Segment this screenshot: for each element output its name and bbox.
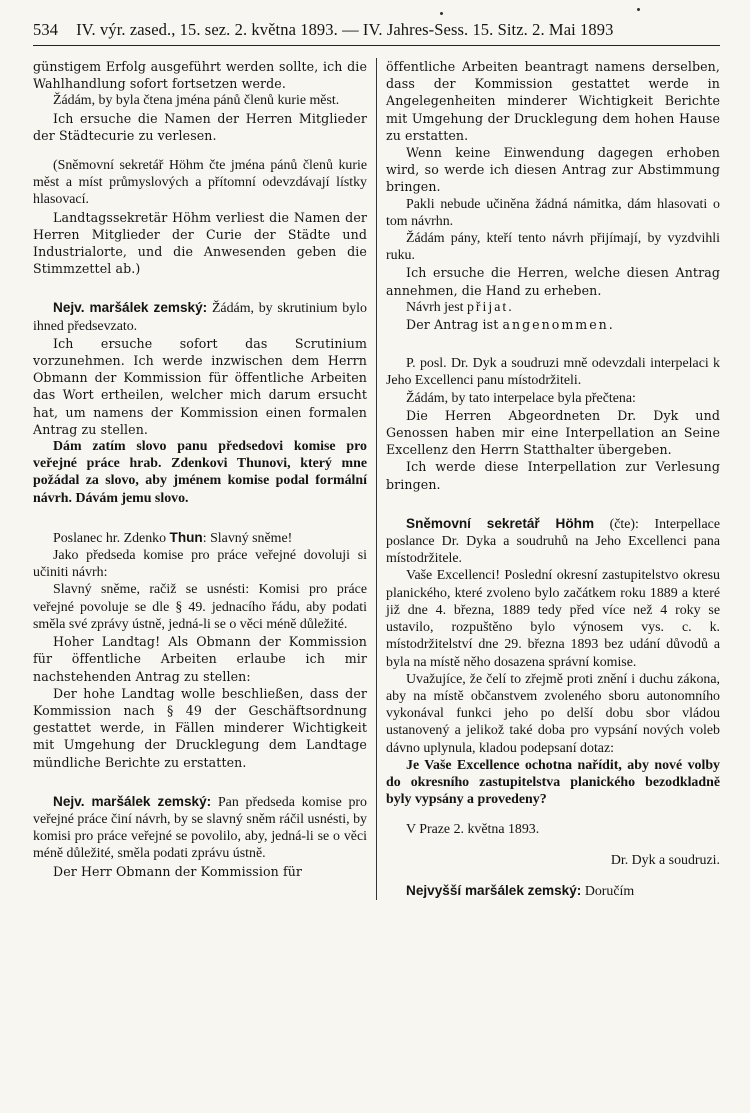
paragraph: öffentliche Arbeiten beantragt namens derselben, dass der Kommission gestattet werde in Angelegenheiten minderer Wichtigkeit Berichte mit Umgehung der Drucklegung dem hohen Hause zu erstatten. bbox=[386, 59, 720, 143]
paragraph: günstigem Erfolg ausgeführt werden sollte, ich die Wahlhandlung sofort fortsetzen werde. bbox=[33, 59, 367, 92]
speech-text: Slavný sněme! bbox=[210, 530, 293, 546]
paragraph: Uvažujíce, že čelí to zřejmě proti znění i duchu zákona, aby na místě občanstvem zvoleného sboru autonomního vykonával funkci jeho po delší dobu sbor vládou ustanovený a jelikož také doba pro vypsání nových voleb dávno uplynula, kladou podepsaní dotaz: bbox=[386, 671, 720, 756]
speech-text: Pan předseda komise pro veřejné práce činí návrh, by se slavný sněm ráčil usnésti, by komisi pro práce veřejné se povolilo, aby, jedná-li se o věci méně důležité, směla podati zprávu ústně. bbox=[33, 794, 367, 862]
speaker-name: Nejv. maršálek zemský: bbox=[53, 793, 212, 809]
signature-line: Dr. Dyk a soudruzi. bbox=[610, 852, 720, 868]
spaced-word: angenommen. bbox=[502, 317, 615, 333]
speech-text: (čte): bbox=[609, 516, 639, 532]
print-speck bbox=[440, 12, 443, 15]
speaker-name: Thun bbox=[169, 529, 203, 545]
paragraph: Jako předseda komise pro práce veřejné dovoluji si učiniti návrh: bbox=[33, 548, 367, 581]
paragraph: Pakli nebude učiněna žádná námitka, dám hlasovati o tom návrhn. bbox=[386, 196, 720, 229]
paragraph: Ich ersuche die Herren, welche diesen Antrag annehmen, die Hand zu erheben. bbox=[386, 265, 720, 298]
page-number: 534 bbox=[33, 20, 59, 39]
paragraph: Dám zatím slovo panu předsedovi komise pro veřejné práce hrab. Zdenkovi Thunovi, který mne požádal za slovo, aby jménem komise podal formální návrh. Dávám jemu slovo. bbox=[33, 439, 367, 506]
left-column: günstigem Erfolg ausgeführt werden sollte, ich die Wahlhandlung sofort fortsetzen werde. Žádám, by byla čtena jména pánů členů kurie měst. Ich ersuche die Namen der Herren Mitglieder der Städtecurie zu verlesen. (Sněmovní sekretář Höhm čte jména pánů členů kurie měst a míst průmyslových a přítomní odevzdávají lístky hlasovací. Landtagssekretär Höhm verliest die Namen der Herren Mitglieder der Curie der Städte und Industrialorte, und die Anwesenden geben die Stimmzettel ab.) Nejv. maršálek zemský: Žádám, by skrutinium bylo ihned předsevzato. Ich ersuche sofort das Scrutinium vorzunehmen. Ich werde inzwischen dem Herrn Obmann der Kommission für öffentliche Arbeiten das Wort ertheilen, welcher mich darum ersucht hat, um namens der Kommission einen formalen Antrag zu stellen. Dám zatím slovo panu předsedovi komise pro veřejné práce hrab. Zdenkovi Thunovi, který mne požádal za slovo, aby jménem komise podal formální návrh. Dávám jemu slovo. Poslanec hr. Zdenko Thun: Slavný sněme! Jako předseda komise pro práce veřejné dovoluji si učiniti návrh: Slavný sněme, račiž se usnésti: Komisi pro práce veřejné povoluje se dle § 49. jednacího řádu, aby podati směla své zprávy ústně, jedná-li se o věci méně důležité. Hoher Landtag! Als Obmann der Kommission für öffentliche Arbeiten erlaube ich mir nachstehenden Antrag zu stellen: Der hohe Landtag wolle beschließen, dass der Kommission nach § 49 der Geschäftsordnung gestattet werde, in Fällen minderer Wichtigkeit mit Umgehung der Drucklegung dem Landtage mündliche Berichte zu erstatten. Nejv. maršálek zemský: Pan předseda komise pro veřejné práce činí návrh, by se slavný sněm ráčil usnésti, by komisi pro práce veřejné se povolilo, aby, jedná-li se o věci méně důležité, směla podati zprávu ústně. Der Herr Obmann der Kommission für bbox=[33, 59, 367, 879]
paragraph: Die Herren Abgeordneten Dr. Dyk und Genossen haben mir eine Interpellation an Seine Excellenz den Herrn Statthalter übergeben. bbox=[386, 407, 720, 458]
speaker-name: Sněmovní sekretář Höhm bbox=[406, 515, 595, 531]
paragraph: Je Vaše Excellence ochotna nařídit, aby nové volby do okresního zastupitelstva planického bezodkladně byly vypsány a provedeny? bbox=[386, 757, 720, 808]
paragraph: Ich ersuche die Namen der Herren Mitglieder der Städtecurie zu verlesen. bbox=[33, 110, 367, 143]
text-columns bbox=[33, 58, 720, 900]
paragraph: (Sněmovní sekretář Höhm čte jména pánů členů kurie měst a míst průmyslových a přítomní odevzdávají lístky hlasovací. bbox=[33, 158, 367, 208]
paragraph: Wenn keine Einwendung dagegen erhoben wird, so werde ich diesen Antrag zur Abstimmung bringen. bbox=[386, 145, 720, 195]
speaker-name: Nejv. maršálek zemský: bbox=[53, 300, 208, 316]
speaker-prefix: Poslanec hr. Zdenko bbox=[53, 530, 167, 546]
speech-text: Žádám, by skrutinium bylo ihned předsevzato. bbox=[33, 301, 367, 334]
page-header bbox=[33, 20, 720, 46]
paragraph: Der Herr Obmann der Kommission für bbox=[53, 863, 303, 879]
speech-text: Interpellace poslance Dr. Dyka a soudruhů na Jeho Excellenci pana místodržitele. bbox=[386, 516, 720, 567]
paragraph: Hoher Landtag! Als Obmann der Kommission für öffentliche Arbeiten erlaube ich mir nachstehenden Antrag zu stellen: bbox=[33, 634, 367, 684]
paragraph: Žádám, by byla čtena jména pánů členů kurie měst. bbox=[53, 93, 340, 109]
paragraph: Ich ersuche sofort das Scrutinium vorzunehmen. Ich werde inzwischen dem Herrn Obmann der Kommission für öffentliche Arbeiten das Wort ertheilen, welcher mich darum ersucht hat, um namens der Kommission einen formalen Antrag zu stellen. bbox=[33, 335, 367, 437]
paragraph: Ich werde diese Interpellation zur Verlesung bringen. bbox=[386, 459, 720, 492]
paragraph: P. posl. Dr. Dyk a soudruzi mně odevzdali interpelaci k Jeho Excellenci panu místodržiteli. bbox=[386, 356, 720, 389]
paragraph: Vaše Excellenci! Poslední okresní zastupitelstvo okresu planického, které zvoleno bylo začátkem roku 1889 a které již dne 4. března, 1889 tedy před více než 4 roky se ustavilo, rozpuštěno bylo výnosem vys. c. k. místodržitelství dne 29. března 1893 bez udání důvodů a byla na místě něho dosazena správní komise. bbox=[386, 568, 720, 670]
speech-text: Der Antrag ist bbox=[406, 317, 499, 333]
paragraph: Der hohe Landtag wolle beschließen, dass der Kommission nach § 49 der Geschäftsordnung gestattet werde, in Fällen minderer Wichtigkeit mit Umgehung der Drucklegung dem Landtage mündliche Berichte zu erstatten. bbox=[33, 685, 367, 770]
dateline: V Praze 2. května 1893. bbox=[406, 822, 540, 838]
running-header: IV. výr. zased., 15. sez. 2. května 1893. — IV. Jahres-Sess. 15. Sitz. 2. Mai 1893 bbox=[76, 20, 614, 39]
print-speck bbox=[637, 8, 640, 11]
speech-text: Návrh jest bbox=[406, 299, 464, 315]
spaced-word: přijat. bbox=[466, 299, 514, 315]
paragraph: Slavný sněme, račiž se usnésti: Komisi pro práce veřejné povoluje se dle § 49. jednacího řádu, aby podati směla své zprávy ústně, jedná-li se o věci méně důležité. bbox=[33, 582, 367, 632]
paragraph: Landtagssekretär Höhm verliest die Namen der Herren Mitglieder der Curie der Städte und Industrialorte, und die Anwesenden geben die Stimmzettel ab.) bbox=[33, 209, 367, 277]
paragraph: Žádám pány, kteří tento návrh přijímají, by vyzdvihli ruku. bbox=[386, 231, 720, 264]
speaker-name: Nejvyšší maršálek zemský: bbox=[406, 882, 582, 898]
right-column bbox=[376, 58, 720, 900]
paragraph: Žádám, by tato interpelace byla přečtena: bbox=[406, 390, 636, 406]
speech-text: Doručím bbox=[584, 883, 635, 899]
